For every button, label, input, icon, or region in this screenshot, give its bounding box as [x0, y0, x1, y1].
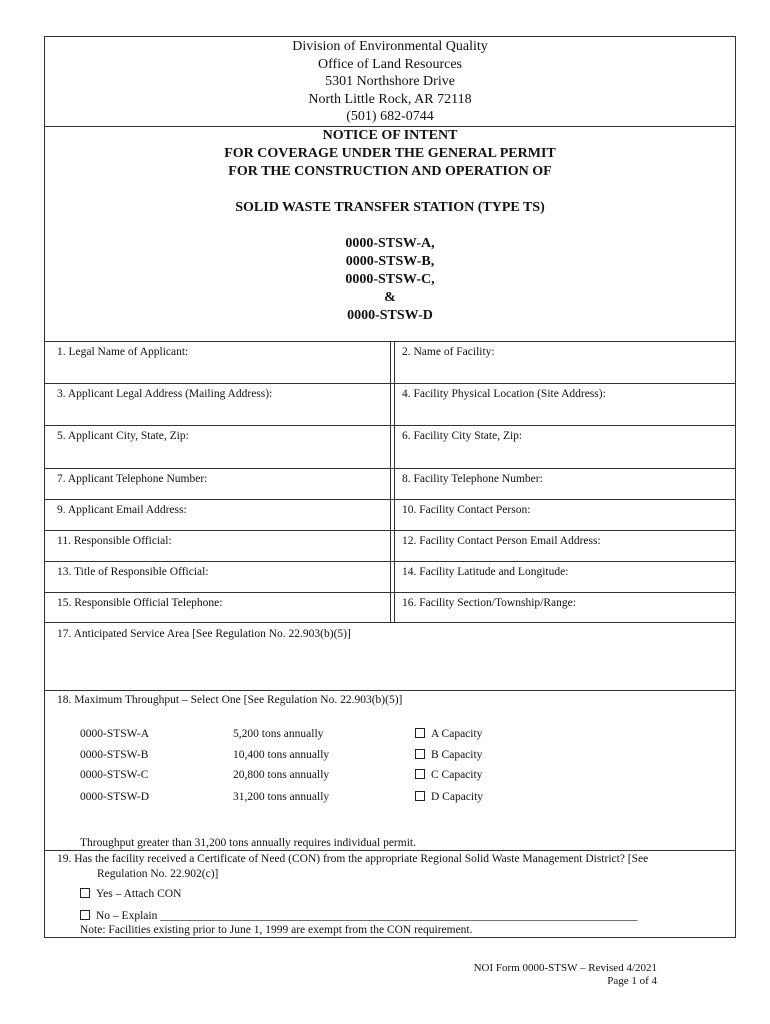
- con-note: Note: Facilities existing prior to June 1, 1999 are exempt from the CON requirement.: [80, 924, 473, 936]
- notice-subtitle-1: FOR COVERAGE UNDER THE GENERAL PERMIT: [224, 146, 556, 161]
- checkbox-icon[interactable]: [415, 749, 425, 759]
- throughput-permit-b: 0000-STSW-B: [80, 749, 149, 761]
- throughput-tons-d: 31,200 tons annually: [233, 791, 330, 803]
- permit-c: 0000-STSW-C,: [345, 272, 435, 287]
- field-contact-email[interactable]: 12. Facility Contact Person Email Address:: [402, 535, 601, 547]
- form-id: NOI Form 0000-STSW – Revised 4/2021: [473, 962, 657, 974]
- facility-type-title: SOLID WASTE TRANSFER STATION (TYPE TS): [235, 200, 545, 215]
- permit-d: 0000-STSW-D: [347, 308, 433, 323]
- agency-city: North Little Rock, AR 72118: [308, 91, 472, 107]
- permit-a: 0000-STSW-A,: [345, 236, 435, 251]
- con-no-option[interactable]: [80, 909, 637, 923]
- page-number: Page 1 of 4: [607, 975, 657, 987]
- column-divider: [390, 341, 391, 623]
- con-question: 19. Has the facility received a Certificate of Need (CON) from the appropriate Regional Solid Waste Management District? [See: [57, 853, 649, 865]
- divider: [44, 850, 736, 851]
- checkbox-icon[interactable]: [415, 728, 425, 738]
- con-question-reference: Regulation No. 22.902(c)]: [97, 868, 219, 880]
- permit-b: 0000-STSW-B,: [345, 254, 435, 269]
- capacity-option-d[interactable]: [415, 790, 483, 804]
- con-yes-option[interactable]: [80, 887, 181, 901]
- throughput-permit-d: 0000-STSW-D: [80, 791, 149, 803]
- con-yes-label: Yes – Attach CON: [96, 888, 182, 900]
- agency-phone: (501) 682-0744: [346, 109, 434, 124]
- capacity-option-b[interactable]: [415, 748, 482, 762]
- throughput-permit-c: 0000-STSW-C: [80, 769, 149, 781]
- notice-subtitle-2: FOR THE CONSTRUCTION AND OPERATION OF: [228, 164, 552, 179]
- con-no-label: No – Explain ___________________________________________________________________________________: [96, 910, 638, 922]
- throughput-tons-a: 5,200 tons annually: [233, 728, 324, 740]
- field-applicant-address[interactable]: 3. Applicant Legal Address (Mailing Address):: [57, 388, 273, 400]
- field-facility-contact[interactable]: 10. Facility Contact Person:: [402, 504, 531, 516]
- capacity-label: A Capacity: [431, 728, 483, 740]
- capacity-label: C Capacity: [431, 769, 483, 781]
- throughput-tons-c: 20,800 tons annually: [233, 769, 330, 781]
- capacity-label: D Capacity: [431, 791, 484, 803]
- checkbox-icon[interactable]: [415, 791, 425, 801]
- divider: [44, 690, 736, 691]
- field-official-phone[interactable]: 15. Responsible Official Telephone:: [57, 597, 223, 609]
- column-divider: [394, 341, 395, 623]
- field-facility-location[interactable]: 4. Facility Physical Location (Site Address):: [402, 388, 606, 400]
- agency-division: Division of Environmental Quality: [292, 39, 488, 54]
- field-applicant-city[interactable]: 5. Applicant City, State, Zip:: [57, 430, 189, 442]
- checkbox-icon[interactable]: [80, 888, 90, 898]
- checkbox-icon[interactable]: [415, 769, 425, 779]
- field-section-township-range[interactable]: 16. Facility Section/Township/Range:: [402, 597, 576, 609]
- throughput-label: 18. Maximum Throughput – Select One [See Regulation No. 22.903(b)(5)]: [57, 694, 403, 706]
- agency-street: 5301 Northshore Drive: [325, 74, 455, 89]
- field-lat-long[interactable]: 14. Facility Latitude and Longitude:: [402, 566, 569, 578]
- checkbox-icon[interactable]: [80, 910, 90, 920]
- capacity-label: B Capacity: [431, 749, 483, 761]
- field-facility-name[interactable]: 2. Name of Facility:: [402, 346, 495, 358]
- throughput-permit-a: 0000-STSW-A: [80, 728, 149, 740]
- field-applicant-phone[interactable]: 7. Applicant Telephone Number:: [57, 473, 208, 485]
- agency-office: Office of Land Resources: [318, 56, 462, 72]
- field-legal-name-applicant[interactable]: 1. Legal Name of Applicant:: [57, 346, 189, 358]
- field-facility-phone[interactable]: 8. Facility Telephone Number:: [402, 473, 543, 485]
- field-service-area[interactable]: 17. Anticipated Service Area [See Regulation No. 22.903(b)(5)]: [57, 628, 351, 640]
- field-responsible-official[interactable]: 11. Responsible Official:: [57, 535, 172, 547]
- permit-ampersand: &: [384, 290, 396, 305]
- field-applicant-email[interactable]: 9. Applicant Email Address:: [57, 504, 187, 516]
- capacity-option-c[interactable]: [415, 768, 482, 782]
- notice-title: NOTICE OF INTENT: [322, 128, 458, 143]
- field-facility-city[interactable]: 6. Facility City State, Zip:: [402, 430, 523, 442]
- throughput-tons-b: 10,400 tons annually: [233, 749, 330, 761]
- capacity-option-a[interactable]: [415, 727, 482, 741]
- throughput-note: Throughput greater than 31,200 tons annually requires individual permit.: [80, 837, 416, 849]
- field-official-title[interactable]: 13. Title of Responsible Official:: [57, 566, 209, 578]
